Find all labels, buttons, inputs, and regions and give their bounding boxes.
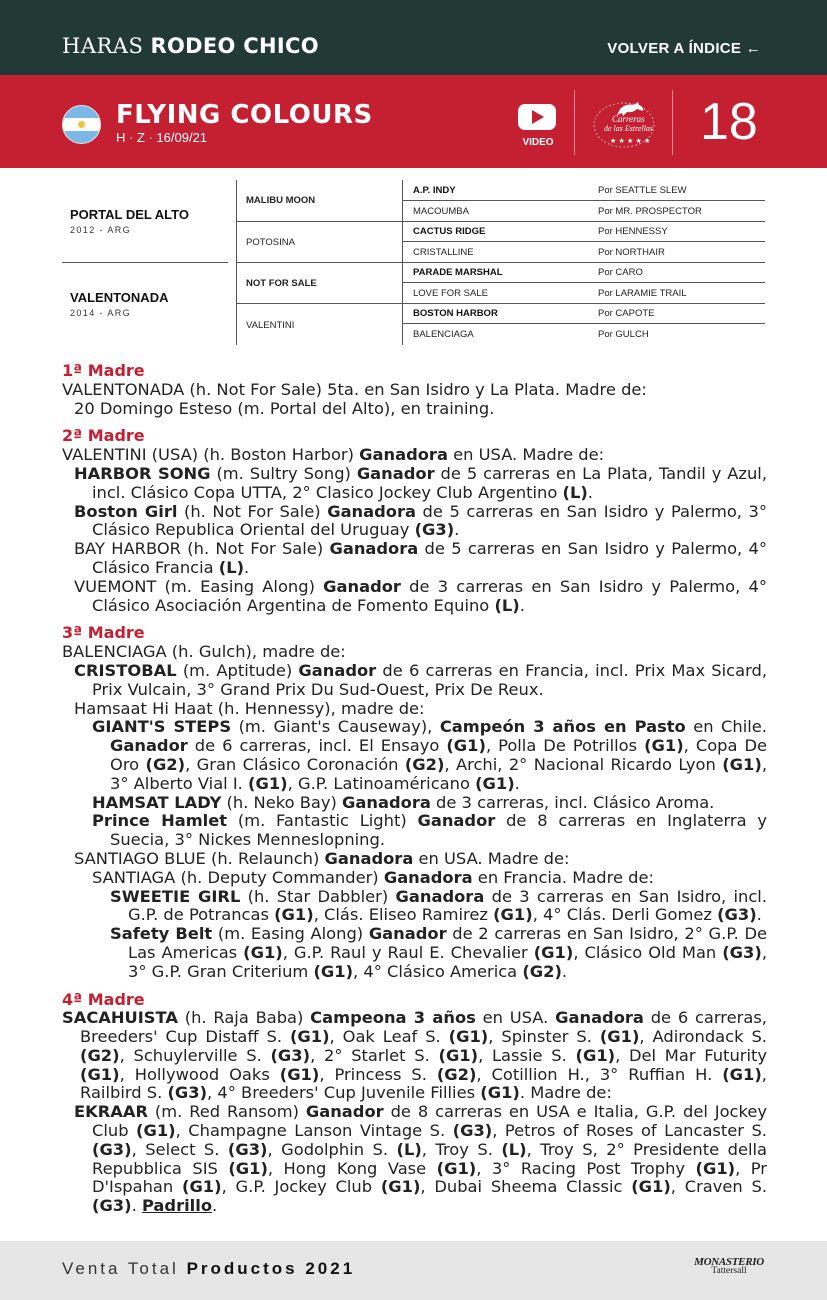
- produce-entry: Safety Belt (m. Easing Along) Ganador de 2 carreras en San Isidro, 2° G.P. De Las Americas (G1), G.P. Raul y Raul E. Chevalier (G1), Clásico Old Man (G3), 3° G.P. Gran Criterium (G1), 4° Clásico America (G2).: [110, 924, 768, 981]
- pedigree-great-grandparent-sire: Por NORTHAIR: [598, 247, 665, 258]
- produce-entry: EKRAAR (m. Red Ransom) Ganador de 8 carreras en USA e Italia, G.P. del Jockey Club (G1), Champagne Lanson Vintage S. (G3), Petros of Roses of Lancaster S. (G3), Select S. (G3), Godolphin S. (L), Troy S. (L), Troy S, 2° Presidente della Repubblica SIS (G1), Hong Kong Vase (G1), 3° Racing Post Trophy (G1), Pr D'Ispahan (G1), G.P. Jockey Club (G1), Dubai Sheema Classic (G1), Craven S. (G3). Padrillo.: [74, 1102, 768, 1216]
- divider: [574, 90, 575, 155]
- dam-entry: BALENCIAGA (h. Gulch), madre de:: [62, 642, 346, 662]
- produce-entry: Boston Girl (h. Not For Sale) Ganadora de 5 carreras en San Isidro y Palermo, 3° Clásico Republica Oriental del Uruguay (G3).: [74, 501, 768, 540]
- svg-text:Carreras: Carreras: [612, 114, 645, 124]
- pedigree-great-grandparent: CACTUS RIDGE: [413, 226, 486, 237]
- horse-details: H · Z · 16/09/21: [116, 130, 208, 145]
- produce-entry: SANTIAGA (h. Deputy Commander) Ganadora en Francia. Madre de:: [92, 867, 655, 887]
- monasterio-tattersall-logo: MONASTERIO Tattersall: [694, 1256, 764, 1276]
- pedigree-great-grandparent-sire: Por CARO: [598, 267, 643, 278]
- pedigree-great-grandparent: BALENCIAGA: [413, 329, 474, 340]
- produce-entry: CRISTOBAL (m. Aptitude) Ganador de 6 carreras en Francia, incl. Prix Max Sicard, Prix Vulcain, 3° Grand Prix Du Sud-Ouest, Prix De Reux.: [74, 660, 767, 699]
- first-dam-heading: 1ª Madre: [62, 361, 145, 380]
- produce-entry: HARBOR SONG (m. Sultry Song) Ganador de 5 carreras en La Plata, Tandil y Azul, incl. Clásico Copa UTTA, 2° Clasico Jockey Club Argentino (L).: [74, 463, 767, 502]
- pedigree-great-grandparent: CRISTALLINE: [413, 247, 474, 258]
- produce-entry: HAMSAT LADY (h. Neko Bay) Ganadora de 3 carreras, incl. Clásico Aroma.: [92, 792, 715, 812]
- horse-name: FLYING COLOURS: [116, 100, 373, 130]
- pedigree-great-grandparent-sire: Por MR. PROSPECTOR: [598, 206, 702, 217]
- produce-entry: 20 Domingo Esteso (m. Portal del Alto), en training.: [74, 398, 495, 418]
- produce-entry: GIANT'S STEPS (m. Giant's Causeway), Campeón 3 años en Pasto en Chile. Ganador de 6 carreras, incl. El Ensayo (G1), Polla De Potrillos (G1), Copa De Oro (G2), Gran Clásico Coronación (G2), Archi, 2° Nacional Ricardo Lyon (G1), 3° Alberto Vial I. (G1), G.P. Latinoaméricano (G1).: [92, 717, 767, 793]
- produce-entry: Hamsaat Hi Haat (h. Hennessy), madre de:: [74, 698, 425, 718]
- pedigree-great-grandparent: LOVE FOR SALE: [413, 288, 488, 299]
- pedigree-table: [62, 180, 765, 345]
- dam-entry: VALENTINI (USA) (h. Boston Harbor) Ganadora en USA. Madre de:: [62, 445, 605, 465]
- pedigree-great-grandparent: PARADE MARSHAL: [413, 267, 503, 278]
- catalogue-text: [62, 362, 767, 1216]
- carreras-de-las-estrellas-logo[interactable]: [582, 95, 666, 153]
- svg-text:de las Estrellas: de las Estrellas: [604, 124, 654, 133]
- back-to-index-link[interactable]: VOLVER A ÍNDICE ←: [607, 40, 761, 57]
- brand-logo: HARAS RODEO CHICO: [62, 34, 319, 58]
- svg-text:★ ★ ★ ★ ★: ★ ★ ★ ★ ★: [610, 137, 651, 145]
- produce-entry: SANTIAGO BLUE (h. Relaunch) Ganadora en USA. Madre de:: [74, 848, 570, 868]
- pedigree-great-grandparent-sire: Por CAPOTE: [598, 308, 655, 319]
- fourth-dam-heading: 4ª Madre: [62, 989, 145, 1009]
- pedigree-great-grandparent-sire: Por LARAMIE TRAIL: [598, 288, 687, 299]
- pedigree-dam-info: 2014 - ARG: [70, 308, 132, 318]
- dam-entry: VALENTONADA (h. Not For Sale) 5ta. en San Isidro y La Plata. Madre de:: [62, 379, 647, 399]
- play-icon: [532, 110, 544, 124]
- argentina-flag-icon: [62, 105, 101, 144]
- video-label: VIDEO: [522, 137, 554, 148]
- pedigree-sire: PORTAL DEL ALTO: [70, 207, 189, 222]
- pedigree-great-grandparent: BOSTON HARBOR: [413, 308, 498, 319]
- pedigree-great-grandparent: MACOUMBA: [413, 206, 469, 217]
- video-button[interactable]: [516, 100, 560, 150]
- lot-number: 18: [700, 93, 758, 151]
- pedigree-grandsire: MALIBU MOON: [246, 195, 316, 206]
- pedigree-dam: VALENTONADA: [70, 290, 169, 305]
- produce-entry: SWEETIE GIRL (h. Star Dabbler) Ganadora de 3 carreras en San Isidro, incl. G.P. de Potrancas (G1), Clás. Eliseo Ramirez (G1), 4° Clás. Derli Gomez (G3).: [110, 886, 768, 925]
- second-dam-heading: 2ª Madre: [62, 426, 145, 446]
- pedigree-great-grandparent-sire: Por SEATTLE SLEW: [598, 185, 687, 196]
- footer-title: Venta Total Productos 2021: [62, 1259, 356, 1278]
- pedigree-granddam: VALENTINI: [246, 320, 295, 331]
- pedigree-grandsire: NOT FOR SALE: [246, 278, 317, 289]
- pedigree-granddam: POTOSINA: [246, 237, 295, 248]
- pedigree-great-grandparent: A.P. INDY: [413, 185, 456, 196]
- third-dam-heading: 3ª Madre: [62, 623, 145, 643]
- dam-entry: SACAHUISTA (h. Raja Baba) Campeona 3 años en USA. Ganadora de 6 carreras, Breeders' Cup Distaff S. (G1), Oak Leaf S. (G1), Spinster S. (G1), Adirondack S. (G2), Schuylerville S. (G3), 2° Starlet S. (G1), Lassie S. (G1), Del Mar Futurity (G1), Hollywood Oaks (G1), Princess S. (G2), Cotillion H., 3° Ruffian H. (G1), Railbird S. (G3), 4° Breeders' Cup Juvenile Fillies (G1). Madre de:: [62, 1008, 767, 1103]
- produce-entry: VUEMONT (m. Easing Along) Ganador de 3 carreras en San Isidro y Palermo, 4° Clásico Asociación Argentina de Fomento Equino (L).: [74, 576, 767, 615]
- produce-entry: BAY HARBOR (h. Not For Sale) Ganadora de 5 carreras en San Isidro y Palermo, 4° Clásico Francia (L).: [74, 539, 767, 577]
- pedigree-great-grandparent-sire: Por GULCH: [598, 329, 649, 340]
- divider: [672, 90, 673, 155]
- produce-entry: Prince Hamlet (m. Fantastic Light) Ganador de 8 carreras en Inglaterra y Suecia, 3° Nickes Menneslopning.: [92, 811, 767, 850]
- pedigree-great-grandparent-sire: Por HENNESSY: [598, 226, 668, 237]
- pedigree-sire-info: 2012 - ARG: [70, 225, 132, 235]
